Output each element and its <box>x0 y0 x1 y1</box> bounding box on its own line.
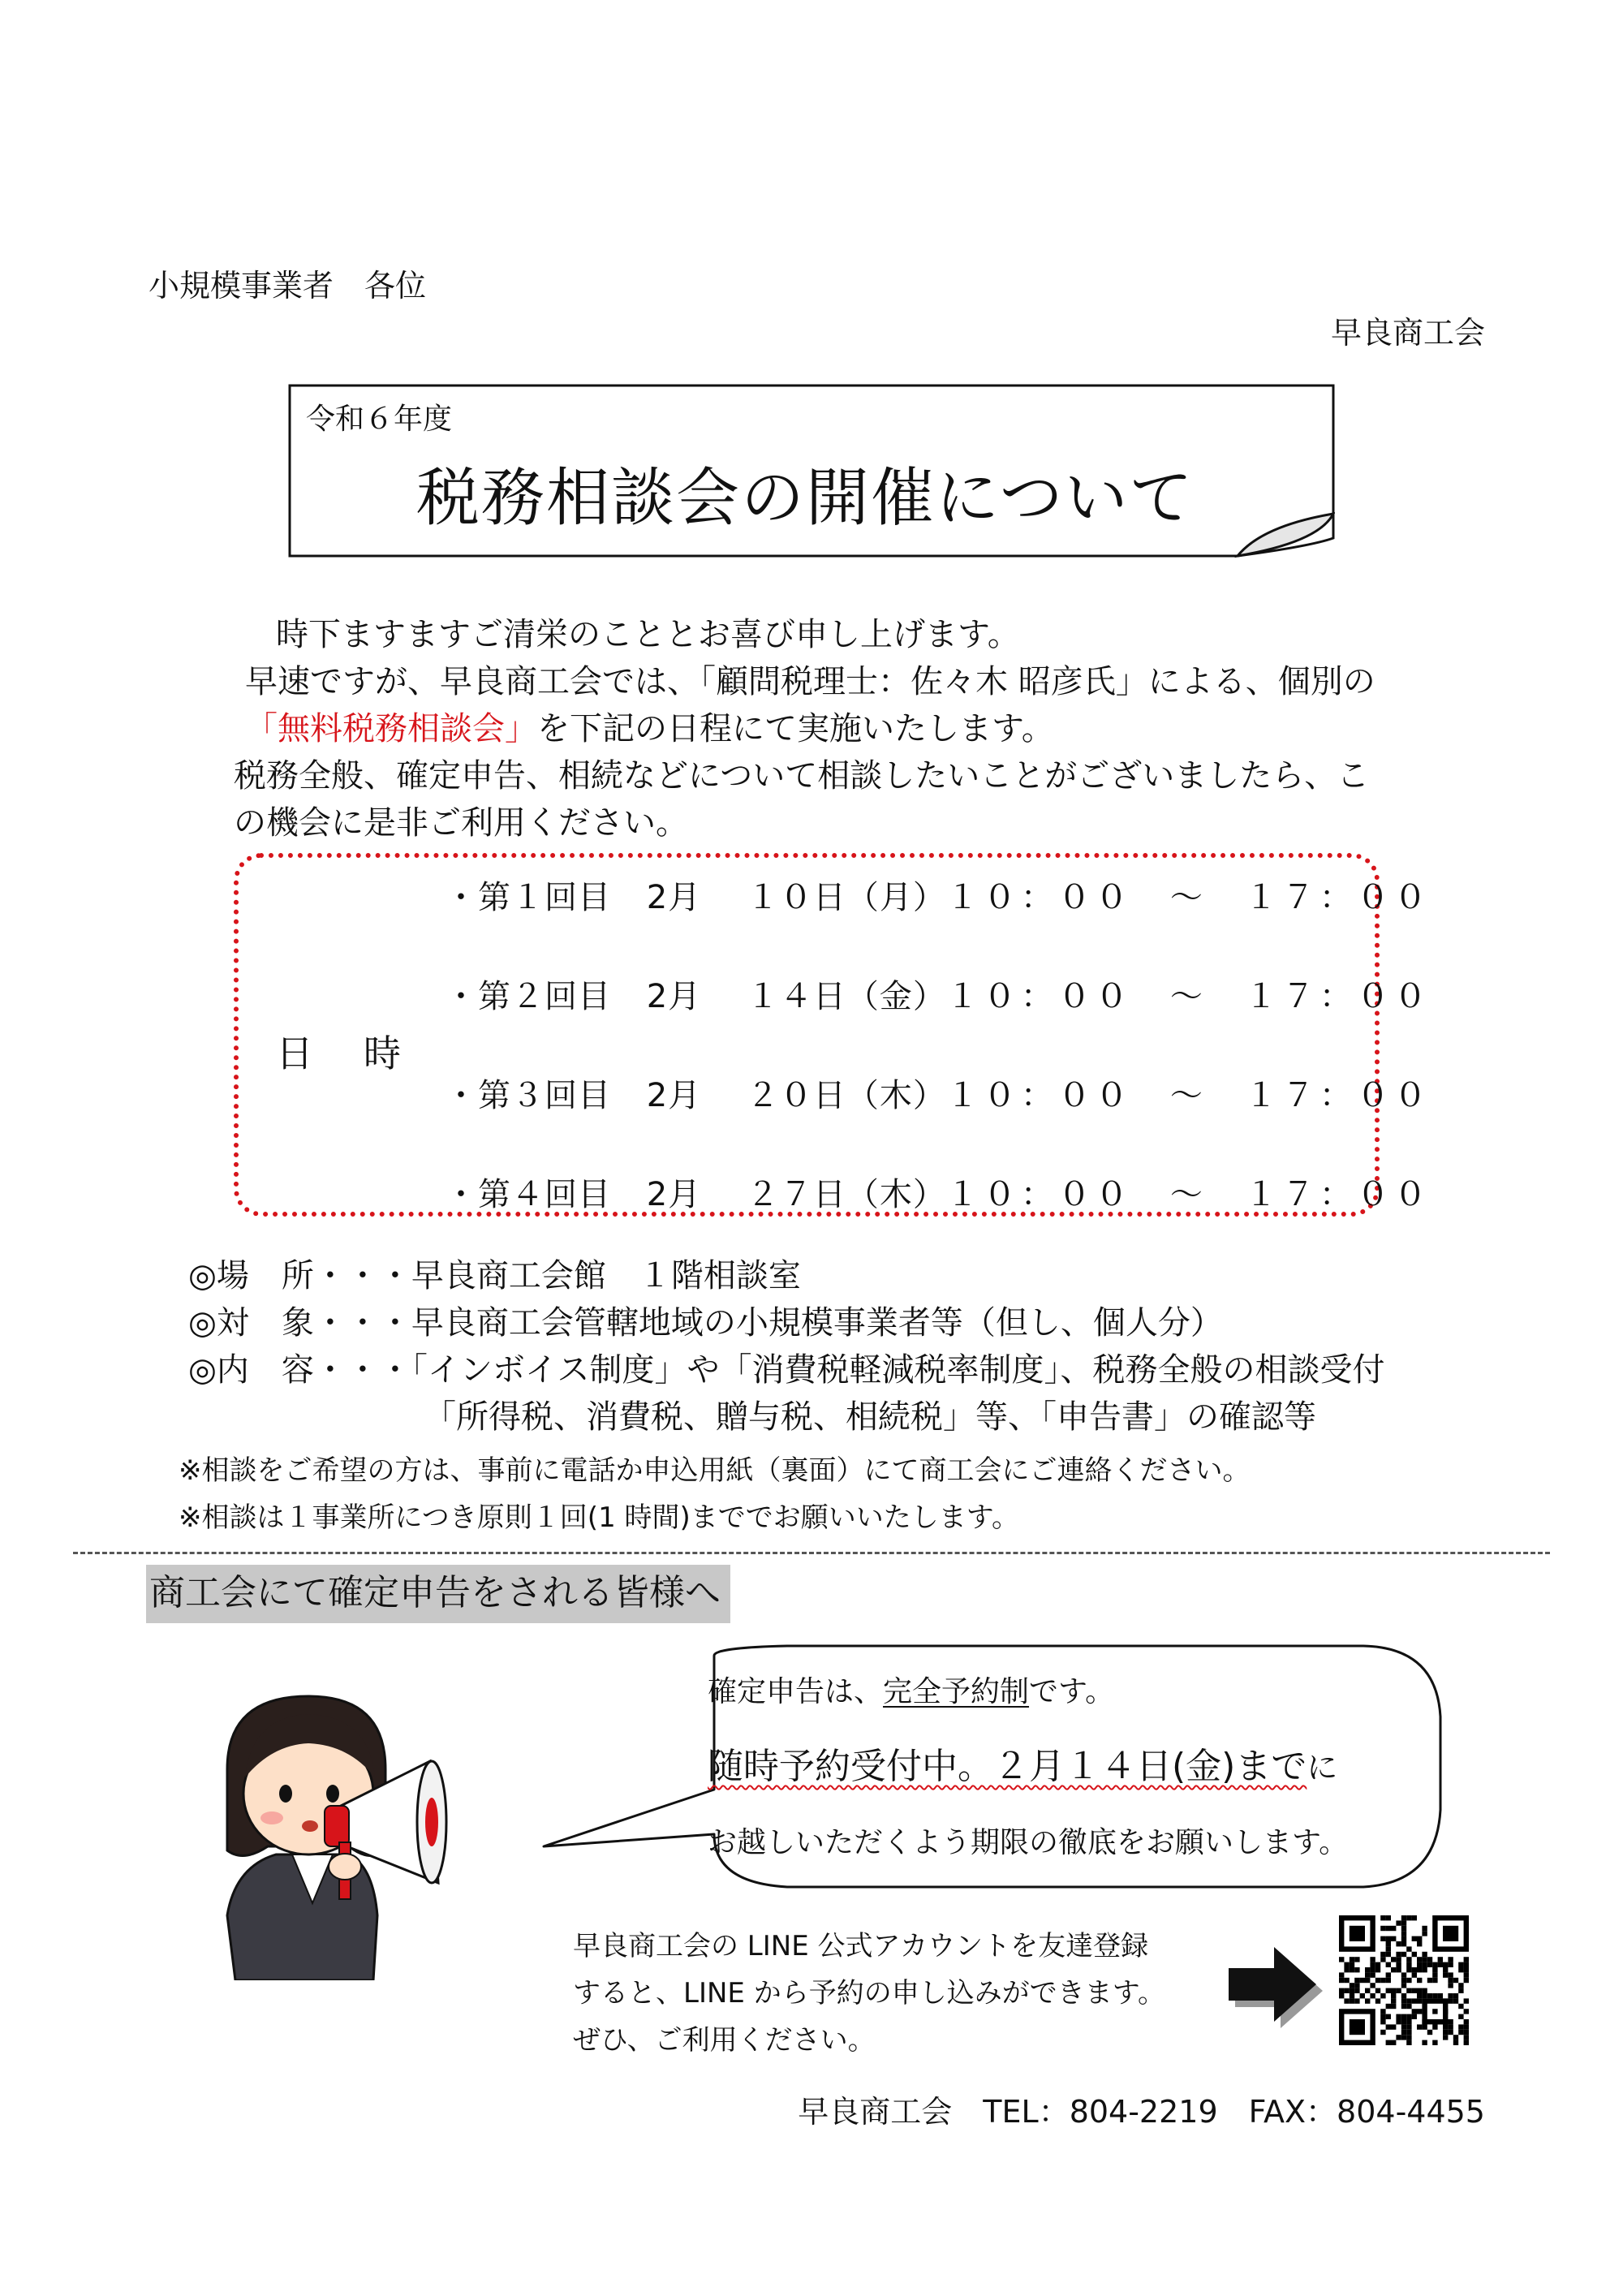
bubble-line-1 <box>708 1669 1114 1710</box>
session-time: １０：００ ～ １７：００ <box>945 879 1431 916</box>
detail-target: ◎対 象・・・早良商工会管轄地域の小規模事業者等（但し、個人分） <box>188 1304 1223 1342</box>
section-banner: 商工会にて確定申告をされる皆様へ <box>146 1565 730 1623</box>
session-row <box>445 1070 1431 1116</box>
line-info-3: ぜひ、ご利用ください。 <box>573 2024 876 2057</box>
dashed-divider <box>73 1552 1550 1554</box>
reservation-only-text: 完全予約制 <box>883 1675 1030 1708</box>
intro-line-1: 時下ますますご清栄のこととお喜び申し上げます。 <box>276 616 1020 653</box>
note-2: ※相談は１事業所につき原則１回(1 時間)まででお願いいたします。 <box>179 1501 1020 1534</box>
line-info-1: 早良商工会の LINE 公式アカウントを友達登録 <box>573 1930 1149 1962</box>
note-1: ※相談をご希望の方は、事前に電話か申込用紙（裏面）にて商工会にご連絡ください。 <box>179 1454 1251 1487</box>
session-round: ・第３回目 <box>445 1077 611 1114</box>
session-round: ・第２回目 <box>445 978 611 1015</box>
line-info-2: すると、LINE から予約の申し込みができます。 <box>573 1977 1165 2010</box>
session-row <box>445 971 1431 1017</box>
bubble-line-1-c: です。 <box>1029 1675 1115 1708</box>
schedule-label: 日 時 <box>276 1032 407 1075</box>
session-row <box>445 872 1431 918</box>
free-consultation-highlight: 「無料税務相談会」 <box>245 710 537 747</box>
session-time: １０：００ ～ １７：００ <box>945 978 1431 1015</box>
session-day: １４日（金） <box>746 978 946 1015</box>
session-day: ２７日（木） <box>746 1176 946 1213</box>
woman-megaphone-illustration <box>195 1680 463 1980</box>
session-time: １０：００ ～ １７：００ <box>945 1077 1431 1114</box>
line-qr-code[interactable] <box>1339 1915 1469 2045</box>
session-day: １０日（月） <box>746 879 946 916</box>
speech-bubble <box>519 1639 1453 1902</box>
title-box <box>288 384 1335 558</box>
right-arrow-icon <box>1224 1944 1329 2033</box>
detail-content-2: 「所得税、消費税、贈与税、相続税」等、「申告書」の確認等 <box>424 1398 1316 1436</box>
intro-line-2: 早速ですが、早良商工会では、「顧問税理士：佐々木 昭彦氏」による、個別の <box>245 663 1375 700</box>
intro-line-4: 税務全般、確定申告、相続などについて相談したいことがございましたら、こ <box>234 757 1370 795</box>
intro-line-3 <box>245 709 1054 748</box>
intro-line-3-rest: を下記の日程にて実施いたします。 <box>537 710 1054 747</box>
session-time: １０：００ ～ １７：００ <box>945 1176 1431 1213</box>
session-round: ・第１回目 <box>445 879 611 916</box>
page-title: 税務相談会の開催について <box>416 462 1195 535</box>
bubble-line-2 <box>708 1737 1337 1789</box>
detail-content-1: ◎内 容・・・「インボイス制度」や「消費税軽減税率制度」、税務全般の相談受付 <box>188 1351 1385 1389</box>
sender: 早良商工会 <box>1330 315 1485 351</box>
session-day: ２０日（木） <box>746 1077 946 1114</box>
contact-footer: 早良商工会 TEL：804-2219 FAX：804-4455 <box>798 2094 1485 2130</box>
session-month: 2月 <box>646 1176 702 1213</box>
session-month: 2月 <box>646 1077 702 1114</box>
session-month: 2月 <box>646 978 702 1015</box>
session-row <box>445 1169 1431 1215</box>
title-year: 令和６年度 <box>306 403 453 436</box>
recipient: 小規模事業者 各位 <box>149 268 427 304</box>
detail-place: ◎場 所・・・早良商工会館 １階相談室 <box>188 1257 801 1294</box>
intro-line-5: の機会に是非ご利用ください。 <box>234 804 688 842</box>
deadline-text: 随時予約受付中。２月１４日(金)まで <box>708 1746 1307 1787</box>
bubble-line-1-a: 確定申告は、 <box>708 1675 884 1708</box>
session-round: ・第４回目 <box>445 1176 611 1213</box>
bubble-line-2-b: に <box>1307 1750 1338 1786</box>
session-month: 2月 <box>646 879 702 916</box>
bubble-line-3: お越しいただくよう期限の徹底をお願いします。 <box>708 1826 1349 1859</box>
